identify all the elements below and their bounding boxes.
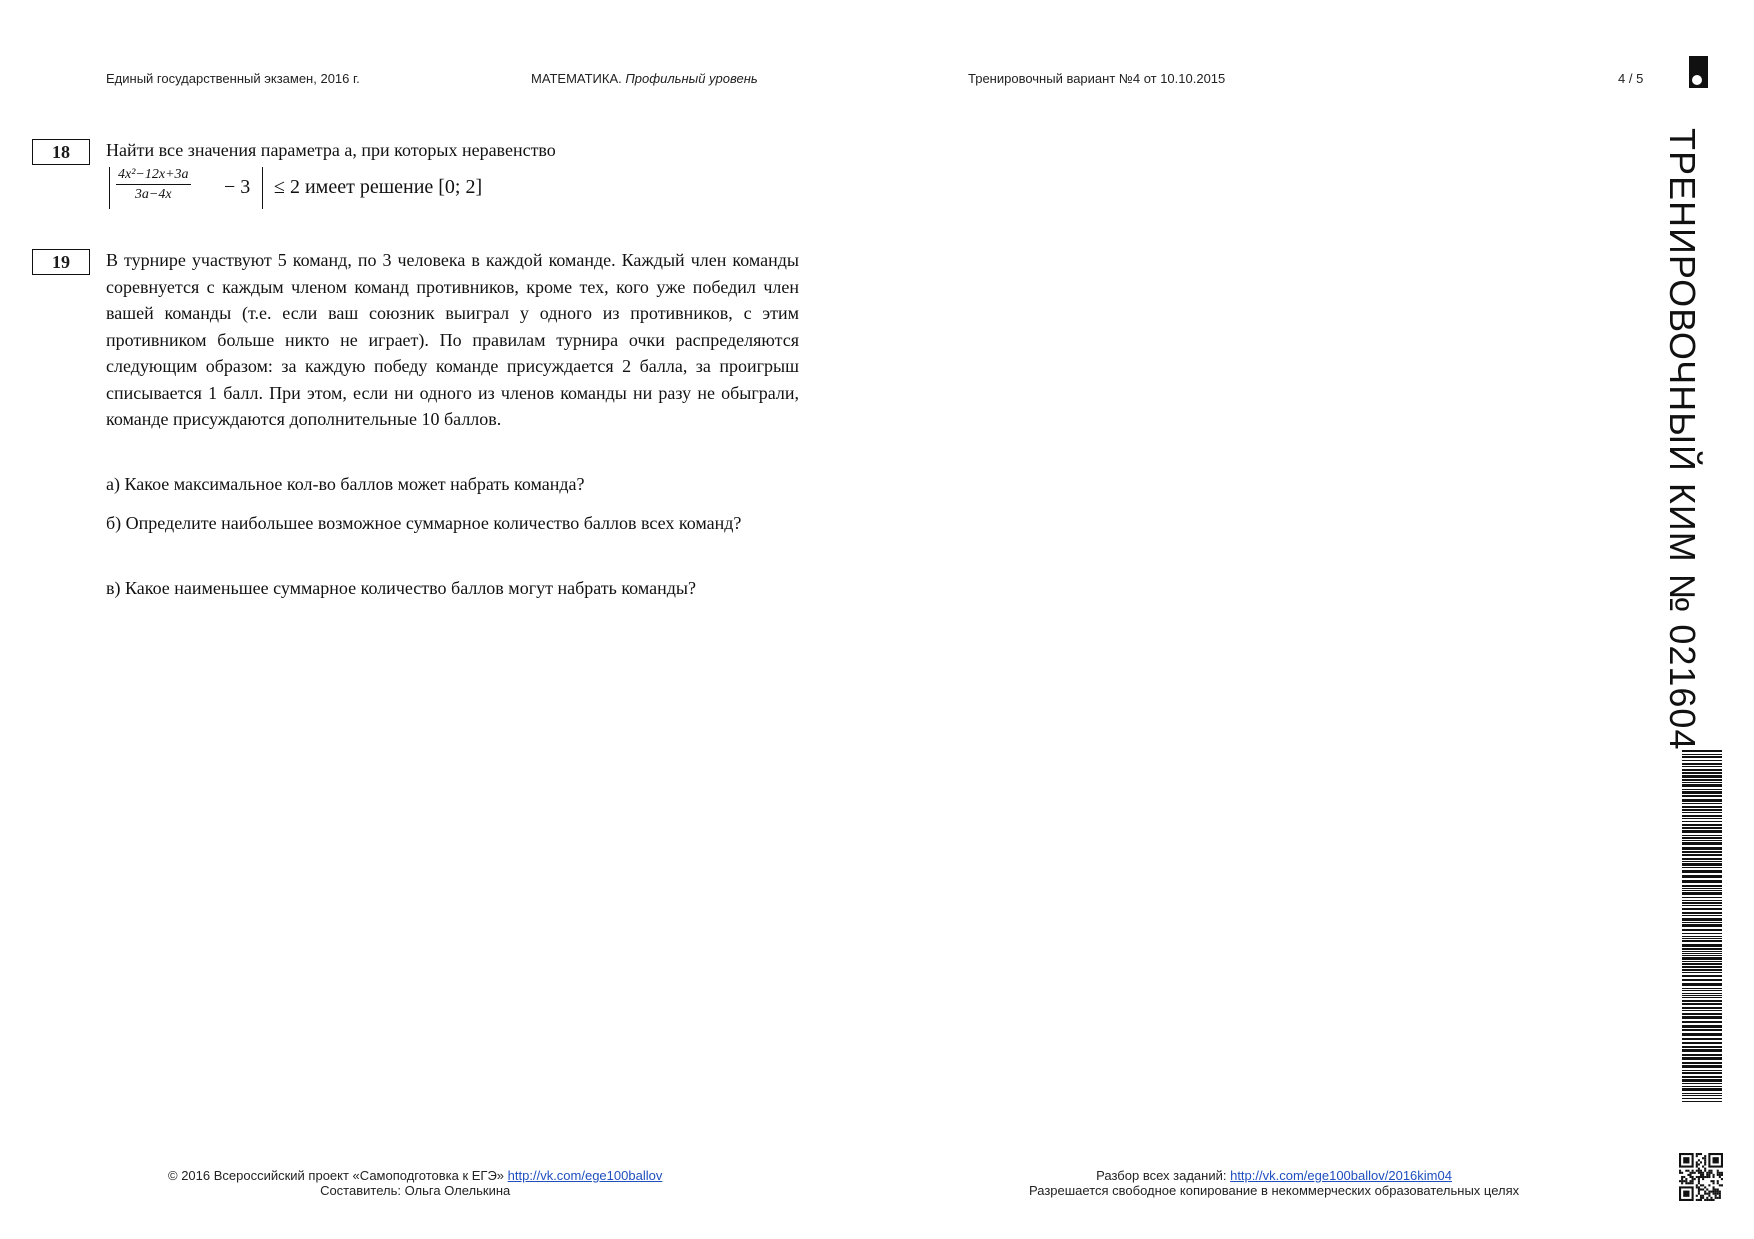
minus-three: − 3 (224, 176, 251, 198)
fraction (116, 166, 191, 204)
corner-marker-icon (1689, 56, 1708, 88)
header-page-number: 4 / 5 (1618, 71, 1644, 86)
footer-right (1029, 1168, 1519, 1198)
footer-analysis-label: Разбор всех заданий: (1096, 1168, 1227, 1183)
task-19-question-b: б) Определите наибольшее возможное суммарное количество баллов всех команд? (106, 513, 742, 533)
footer-left (168, 1168, 662, 1198)
qr-code-icon (1679, 1153, 1723, 1201)
task-18-number: 18 (32, 139, 90, 165)
task-18-text: Найти все значения параметра a, при которых неравенство (106, 140, 556, 160)
header-exam: Единый государственный экзамен, 2016 г. (106, 71, 360, 86)
header-subject-name: МАТЕМАТИКА. (531, 71, 622, 86)
side-kim-label: ТРЕНИРОВОЧНЫЙ КИМ № 021604 (1662, 128, 1703, 751)
task-19-text: В турнире участвуют 5 команд, по 3 человека в каждой команде. Каждый член команды соревнуется с каждым членом команд противников, кроме тех, кого уже победил член вашей команды (т.е. если ваш союзник выиграл у одного из противников, с этим противником больше никто не играет). По правилам турнира очки распределяются следующим образом: за каждую победу команде присуждается 2 балла, за проигрыш списывается 1 балл. При этом, если ни одного из членов команды ни разу не обыграли, команде присуждаются дополнительные 10 баллов. (106, 250, 799, 429)
header-subject (531, 71, 758, 86)
header-level: Профильный уровень (625, 71, 758, 86)
footer-copyright: © 2016 Всероссийский проект «Самоподготовка к ЕГЭ» (168, 1168, 505, 1183)
abs-bar-left (109, 167, 110, 209)
barcode-icon (1682, 750, 1722, 1102)
fraction-numerator: 4x²−12x+3a (116, 166, 191, 185)
header-variant: Тренировочный вариант №4 от 10.10.2015 (968, 71, 1226, 86)
footer-copyright-line (168, 1168, 662, 1183)
task-18-condition: ≤ 2 имеет решение [0; 2] (274, 176, 483, 198)
abs-bar-right (262, 167, 263, 209)
task-19-number: 19 (32, 249, 90, 275)
project-link[interactable]: http://vk.com/ege100ballov (507, 1168, 663, 1183)
task-19-question-a: а) Какое максимальное кол-во баллов может набрать команда? (106, 474, 585, 494)
task-19-question-c: в) Какое наименьшее суммарное количество баллов могут набрать команды? (106, 578, 696, 598)
footer-analysis-line (1029, 1168, 1519, 1183)
fraction-denominator: 3a−4x (134, 187, 172, 202)
analysis-link[interactable]: http://vk.com/ege100ballov/2016kim04 (1230, 1168, 1452, 1183)
footer-license: Разрешается свободное копирование в некоммерческих образовательных целях (1029, 1183, 1520, 1198)
footer-author: Составитель: Ольга Олелькина (320, 1183, 511, 1198)
